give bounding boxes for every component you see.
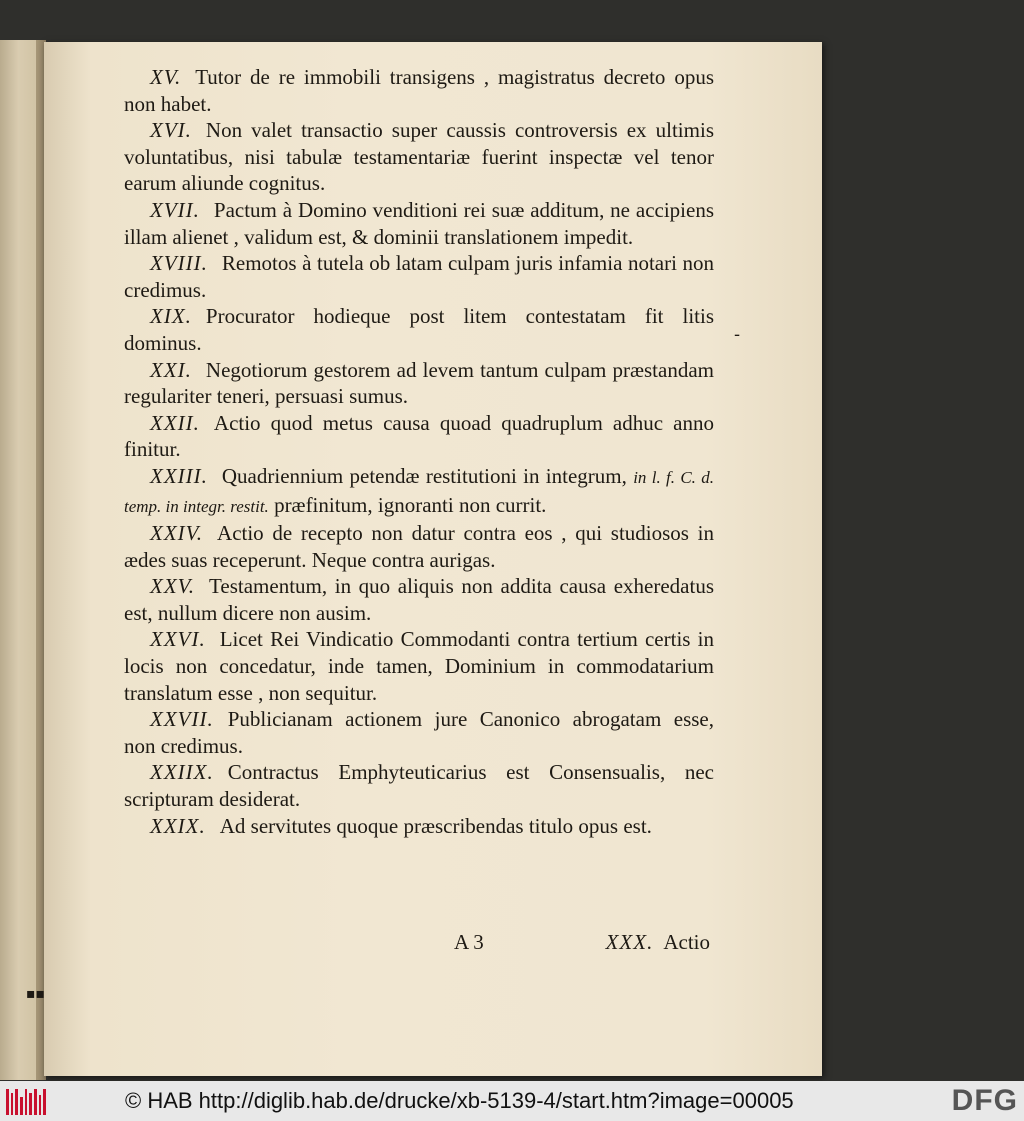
catchword-text: Actio — [663, 930, 710, 954]
thesis-text: Actio de recepto non datur contra eos , qui studiosos in ædes suas receperunt. Neque contra aurigas. — [124, 521, 714, 572]
thesis-number: XXVI. — [150, 627, 206, 652]
book-page — [44, 42, 822, 1076]
barcode-icon — [6, 1087, 46, 1115]
thesis-paragraph — [124, 573, 714, 626]
thesis-number: XXI. — [150, 357, 192, 382]
thesis-paragraph — [124, 520, 714, 573]
catchword-number: XXX. — [605, 930, 654, 954]
thesis-number: XXIX. — [150, 813, 206, 838]
thesis-paragraph — [124, 759, 714, 812]
thesis-paragraph — [124, 706, 714, 759]
signature-mark: A 3 — [454, 930, 484, 954]
thesis-number: XVIII. — [150, 251, 208, 276]
thesis-text: Actio quod metus causa quoad quadruplum adhuc anno finitur. — [124, 410, 714, 462]
thesis-text: Non valet transactio super caussis controversis ex ultimis voluntatibus, nisi tabulæ testamentariæ fuerint inspectæ vel tenor earum aliunde cognitus. — [124, 118, 714, 196]
thesis-text: Contractus Emphyteuticarius est Consensualis, nec scripturam desiderat. — [124, 760, 714, 812]
thesis-paragraph — [124, 410, 714, 463]
thesis-text: præfinitum, ignoranti non currit. — [274, 492, 547, 517]
thesis-number: XVII. — [150, 197, 200, 222]
dfg-logo: DFG — [951, 1084, 1018, 1117]
thesis-number: XV. — [150, 65, 182, 89]
thesis-text: Quadriennium petendæ restitutioni in integrum, — [221, 463, 627, 488]
thesis-text: Pactum à Domino venditioni rei suæ additum, ne accipiens illam alienet , validum est, & dominii translationem impedit. — [124, 197, 714, 249]
thesis-paragraph — [124, 250, 714, 303]
thesis-number: XXV. — [150, 574, 196, 599]
thesis-text: Remotos à tutela ob latam culpam juris infamia notari non credimus. — [124, 251, 714, 302]
thesis-paragraph — [124, 303, 714, 356]
bottom-left-mark: ▪▪ — [26, 986, 45, 1002]
page-footer — [124, 930, 714, 960]
thesis-number: XIX. — [150, 304, 192, 329]
thesis-paragraph — [124, 197, 714, 250]
legal-citation: in l. f. C. d. temp. in integr. restit. — [124, 467, 715, 516]
page-text — [124, 64, 714, 839]
catchword — [606, 930, 710, 955]
thesis-text: Ad servitutes quoque præscribendas titulo opus est. — [219, 813, 652, 838]
credit-bar — [0, 1081, 1024, 1121]
thesis-paragraph — [124, 463, 714, 520]
margin-dash: - — [734, 324, 741, 345]
thesis-paragraph — [124, 117, 714, 197]
thesis-number: XVI. — [150, 118, 192, 143]
thesis-paragraph — [124, 626, 714, 706]
thesis-text: Testamentum, in quo aliquis non addita causa exheredatus est, nullum dicere non ausim. — [124, 574, 714, 625]
thesis-number: XXIIX. — [150, 760, 214, 785]
thesis-text: Procurator hodieque post litem contestatam fit litis dominus. — [124, 304, 714, 355]
thesis-number: XXII. — [150, 410, 200, 435]
credit-text[interactable]: © HAB http://diglib.hab.de/drucke/xb-5139-4/start.htm?image=00005 — [125, 1088, 794, 1113]
thesis-text: Licet Rei Vindicatio Commodanti contra tertium certis in locis non concedatur, inde tamen, Dominium in commodatarium translatum esse , non sequitur. — [124, 627, 714, 705]
thesis-text: Tutor de re immobili transigens , magistratus decreto opus non habet. — [124, 65, 714, 116]
thesis-text: Publicianam actionem jure Canonico abrogatam esse, non credimus. — [124, 707, 714, 758]
thesis-paragraph — [124, 813, 714, 840]
thesis-paragraph — [124, 64, 714, 117]
thesis-text: Negotiorum gestorem ad levem tantum culpam præstandam regulariter teneri, persuasi sumus. — [124, 357, 714, 409]
thesis-number: XXIV. — [150, 521, 204, 546]
thesis-paragraph — [124, 357, 714, 410]
thesis-number: XXIII. — [150, 463, 208, 488]
thesis-number: XXVII. — [150, 707, 214, 732]
